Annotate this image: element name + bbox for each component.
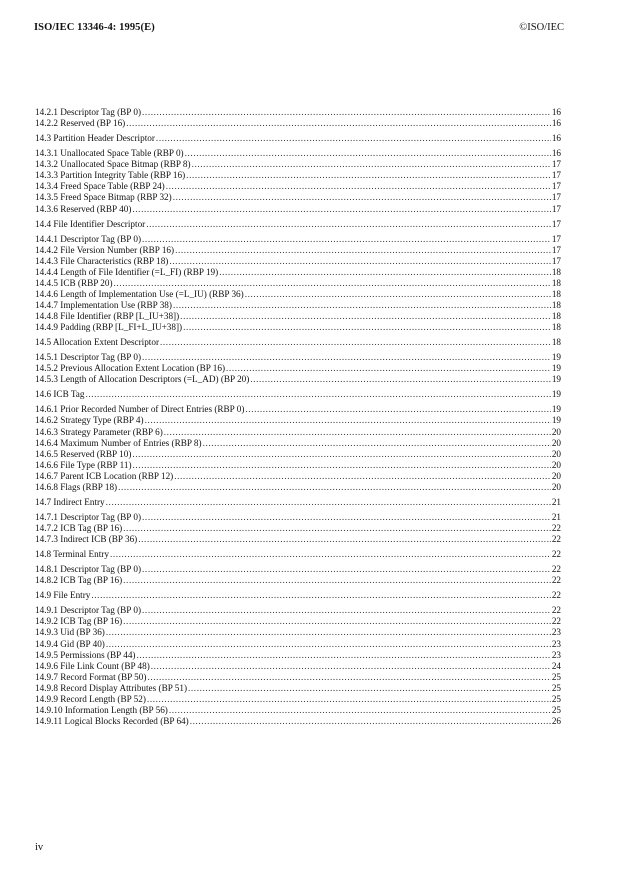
toc-entry-page: 20 <box>551 470 561 481</box>
toc-entry-page: 17 <box>551 181 561 192</box>
toc-group <box>35 590 561 601</box>
toc-entry-title: 14.3.4 Freed Space Table (RBP 24) <box>35 181 165 192</box>
toc-dot-leader <box>142 234 551 245</box>
toc-entry[interactable] <box>35 605 561 616</box>
toc-group <box>35 219 561 230</box>
toc-entry[interactable] <box>35 204 561 215</box>
toc-entry-title: 14.4.9 Padding (RBP [L_FI+L_IU+38]) <box>35 322 183 333</box>
toc-entry[interactable] <box>35 289 561 300</box>
toc-dot-leader <box>138 534 551 545</box>
toc-dot-leader <box>133 460 551 471</box>
toc-entry-title: 14.7.3 Indirect ICB (BP 36) <box>35 534 138 545</box>
toc-entry[interactable] <box>35 300 561 311</box>
toc-entry[interactable] <box>35 549 561 560</box>
toc-dot-leader <box>160 337 551 348</box>
toc-dot-leader <box>183 322 551 333</box>
toc-dot-leader <box>186 170 551 181</box>
toc-entry[interactable] <box>35 512 561 523</box>
toc-dot-leader <box>226 363 551 374</box>
toc-group <box>35 389 561 400</box>
toc-entry[interactable] <box>35 497 561 508</box>
toc-entry-title: 14.7 Indirect Entry <box>35 497 105 508</box>
toc-dot-leader <box>173 300 551 311</box>
toc-entry-title: 14.6.4 Maximum Number of Entries (RBP 8) <box>35 437 202 448</box>
toc-group <box>35 107 561 129</box>
toc-entry[interactable] <box>35 449 561 460</box>
toc-entry-page: 22 <box>551 549 561 560</box>
toc-dot-leader <box>174 471 551 482</box>
toc-entry-title: 14.9.11 Logical Blocks Recorded (BP 64) <box>35 716 189 727</box>
toc-entry[interactable] <box>35 389 561 400</box>
toc-group <box>35 133 561 144</box>
toc-entry[interactable] <box>35 118 561 129</box>
toc-dot-leader <box>142 352 551 363</box>
toc-dot-leader <box>136 650 550 661</box>
toc-entry-page: 22 <box>551 534 561 545</box>
toc-dot-leader <box>164 427 551 438</box>
toc-entry-title: 14.4.1 Descriptor Tag (BP 0) <box>35 233 142 244</box>
toc-entry-page: 21 <box>551 497 561 508</box>
page-number: iv <box>35 842 44 853</box>
toc-entry-title: 14.6.2 Strategy Type (RBP 4) <box>35 415 144 426</box>
toc-dot-leader <box>106 497 551 508</box>
toc-entry[interactable] <box>35 107 561 118</box>
toc-entry[interactable] <box>35 363 561 374</box>
toc-entry[interactable] <box>35 219 561 230</box>
toc-dot-leader <box>156 133 551 144</box>
toc-dot-leader <box>123 575 551 586</box>
toc-entry-page: 26 <box>551 716 561 727</box>
toc-entry[interactable] <box>35 564 561 575</box>
toc-entry-page: 19 <box>551 352 561 363</box>
toc-entry-title: 14.4.3 File Characteristics (RBP 18) <box>35 255 169 266</box>
toc-entry[interactable] <box>35 590 561 601</box>
toc-entry-title: 14.9.1 Descriptor Tag (BP 0) <box>35 605 142 616</box>
toc-entry-page: 17 <box>551 203 561 214</box>
toc-dot-leader <box>245 404 550 415</box>
toc-dot-leader <box>118 482 551 493</box>
toc-dot-leader <box>203 438 551 449</box>
toc-dot-leader <box>106 639 551 650</box>
toc-dot-leader <box>142 605 551 616</box>
toc-entry[interactable] <box>35 322 561 333</box>
toc-dot-leader <box>85 389 550 400</box>
toc-dot-leader <box>142 107 551 118</box>
toc-dot-leader <box>192 159 551 170</box>
toc-entry[interactable] <box>35 278 561 289</box>
toc-entry-title: 14.9.4 Gid (BP 40) <box>35 638 105 649</box>
toc-entry-title: 14.8.1 Descriptor Tag (BP 0) <box>35 564 142 575</box>
toc-dot-leader <box>173 192 551 203</box>
toc-entry-page: 22 <box>551 590 561 601</box>
toc-entry[interactable] <box>35 267 561 278</box>
toc-entry[interactable] <box>35 415 561 426</box>
toc-dot-leader <box>110 549 551 560</box>
toc-entry-title: 14.4.6 Length of Implementation Use (=L_IU) (RBP 36) <box>35 288 244 299</box>
toc-entry-title: 14.5.1 Descriptor Tag (BP 0) <box>35 352 142 363</box>
toc-entry[interactable] <box>35 683 561 694</box>
toc-dot-leader <box>175 245 551 256</box>
toc-entry-page: 19 <box>551 363 561 374</box>
toc-dot-leader <box>219 267 551 278</box>
toc-entry[interactable] <box>35 616 561 627</box>
toc-dot-leader <box>245 289 551 300</box>
toc-entry-title: 14.7.2 ICB Tag (BP 16) <box>35 523 123 534</box>
toc-entry-title: 14.3.3 Partition Integrity Table (RBP 16) <box>35 170 186 181</box>
toc-entry[interactable] <box>35 256 561 267</box>
toc-entry[interactable] <box>35 460 561 471</box>
toc-dot-leader <box>169 705 551 716</box>
toc-entry[interactable] <box>35 575 561 586</box>
toc-entry-title: 14.9 File Entry <box>35 590 91 601</box>
toc-entry-title: 14.9.3 Uid (BP 36) <box>35 627 105 638</box>
toc-entry-title: 14.9.8 Record Display Attributes (BP 51) <box>35 682 188 693</box>
toc-entry[interactable] <box>35 245 561 256</box>
header-copyright: ©ISO/IEC <box>519 22 564 33</box>
toc-entry-page: 18 <box>551 337 561 348</box>
toc-entry-title: 14.8 Terminal Entry <box>35 549 109 560</box>
toc-entry[interactable] <box>35 661 561 672</box>
toc-entry-page: 16 <box>551 118 561 129</box>
toc-entry[interactable] <box>35 159 561 170</box>
toc-entry-title: 14.4.5 ICB (RBP 20) <box>35 277 113 288</box>
toc-entry[interactable] <box>35 170 561 181</box>
toc-entry[interactable] <box>35 148 561 159</box>
toc-dot-leader <box>126 118 551 129</box>
toc-entry-page: 17 <box>551 255 561 266</box>
toc-entry[interactable] <box>35 133 561 144</box>
toc-entry-page: 20 <box>551 437 561 448</box>
toc-entry[interactable] <box>35 639 561 650</box>
toc-entry-page: 18 <box>551 322 561 333</box>
toc-entry-page: 23 <box>551 649 561 660</box>
toc-group <box>35 352 561 385</box>
toc-entry-page: 23 <box>551 638 561 649</box>
toc-dot-leader <box>132 449 550 460</box>
toc-entry-page: 20 <box>551 426 561 437</box>
toc-entry-page: 17 <box>551 192 561 203</box>
toc-dot-leader <box>146 219 551 230</box>
toc-entry-page: 25 <box>551 693 561 704</box>
toc-dot-leader <box>114 278 551 289</box>
toc-entry-page: 20 <box>551 448 561 459</box>
toc-entry-title: 14.6.1 Prior Recorded Number of Direct Entries (RBP 0) <box>35 404 245 415</box>
toc-group <box>35 404 561 493</box>
toc-dot-leader <box>123 616 551 627</box>
toc-dot-leader <box>123 523 551 534</box>
toc-entry-page: 16 <box>551 148 561 159</box>
toc-entry-page: 18 <box>551 266 561 277</box>
toc-entry-page: 22 <box>551 616 561 627</box>
toc-entry-page: 16 <box>551 107 561 117</box>
toc-entry-page: 19 <box>551 415 561 426</box>
toc-entry-page: 17 <box>551 170 561 181</box>
header-document-id: ISO/IEC 13346-4: 1995(E) <box>34 22 155 33</box>
toc-entry-page: 19 <box>551 404 561 415</box>
toc-dot-leader <box>147 672 550 683</box>
toc-entry-page: 18 <box>551 300 561 311</box>
toc-entry-title: 14.3.6 Reserved (RBP 40) <box>35 203 132 214</box>
toc-entry-page: 23 <box>551 627 561 638</box>
toc-dot-leader <box>91 590 550 601</box>
toc-entry-title: 14.3.1 Unallocated Space Table (RBP 0) <box>35 148 184 159</box>
toc-entry[interactable] <box>35 705 561 716</box>
toc-group <box>35 148 561 215</box>
toc-entry[interactable] <box>35 482 561 493</box>
toc-entry-title: 14.5.3 Length of Allocation Descriptors (=L_AD) (BP 20) <box>35 374 250 385</box>
toc-dot-leader <box>147 694 551 705</box>
toc-dot-leader <box>151 661 551 672</box>
toc-entry-page: 21 <box>551 512 561 522</box>
toc-dot-leader <box>106 627 551 638</box>
toc-entry-title: 14.6.7 Parent ICB Location (RBP 12) <box>35 470 174 481</box>
toc-entry-title: 14.3.5 Freed Space Bitmap (RBP 32) <box>35 192 172 203</box>
toc-entry[interactable] <box>35 311 561 322</box>
toc-entry[interactable] <box>35 427 561 438</box>
toc-entry[interactable] <box>35 438 561 449</box>
toc-entry-page: 22 <box>551 564 561 575</box>
toc-entry[interactable] <box>35 192 561 203</box>
toc-entry-title: 14.9.6 File Link Count (BP 48) <box>35 660 150 671</box>
toc-entry-page: 25 <box>551 682 561 693</box>
toc-entry[interactable] <box>35 337 561 348</box>
toc-group <box>35 497 561 508</box>
toc-dot-leader <box>185 148 551 159</box>
toc-entry-title: 14.4 File Identifier Descriptor <box>35 218 146 229</box>
toc-entry-page: 22 <box>551 575 561 586</box>
table-of-contents <box>35 107 561 731</box>
toc-entry-title: 14.2.2 Reserved (BP 16) <box>35 118 126 129</box>
toc-entry-page: 20 <box>551 482 561 493</box>
toc-entry-page: 22 <box>551 523 561 534</box>
toc-entry[interactable] <box>35 694 561 705</box>
toc-entry[interactable] <box>35 716 561 727</box>
toc-dot-leader <box>190 716 551 727</box>
toc-entry-page: 18 <box>551 277 561 288</box>
toc-entry[interactable] <box>35 352 561 363</box>
toc-dot-leader <box>169 256 550 267</box>
toc-entry[interactable] <box>35 627 561 638</box>
toc-entry-title: 14.4.8 File Identifier (RBP [L_IU+38]) <box>35 311 180 322</box>
toc-entry-page: 20 <box>551 459 561 470</box>
toc-dot-leader <box>132 204 550 215</box>
toc-entry-title: 14.9.7 Record Format (BP 50) <box>35 671 147 682</box>
toc-entry[interactable] <box>35 374 561 385</box>
toc-entry-page: 18 <box>551 311 561 322</box>
toc-entry-title: 14.4.7 Implementation Use (RBP 38) <box>35 300 172 311</box>
toc-entry-title: 14.3 Partition Header Descriptor <box>35 133 155 144</box>
toc-dot-leader <box>142 512 551 523</box>
toc-entry-page: 18 <box>551 288 561 299</box>
toc-entry-title: 14.9.9 Record Length (BP 52) <box>35 693 146 704</box>
toc-entry-page: 25 <box>551 671 561 682</box>
toc-group <box>35 605 561 727</box>
toc-dot-leader <box>142 564 551 575</box>
toc-dot-leader <box>250 374 550 385</box>
toc-group <box>35 512 561 545</box>
toc-entry-page: 16 <box>551 133 561 144</box>
toc-entry[interactable] <box>35 650 561 661</box>
toc-entry-title: 14.9.5 Permissions (BP 44) <box>35 649 136 660</box>
toc-dot-leader <box>180 311 551 322</box>
toc-group <box>35 549 561 560</box>
toc-entry[interactable] <box>35 534 561 545</box>
toc-entry-title: 14.2.1 Descriptor Tag (BP 0) <box>35 107 142 117</box>
toc-entry-page: 17 <box>551 233 561 244</box>
toc-entry[interactable] <box>35 523 561 534</box>
toc-entry-title: 14.9.2 ICB Tag (BP 16) <box>35 616 123 627</box>
toc-entry-title: 14.7.1 Descriptor Tag (BP 0) <box>35 512 142 522</box>
toc-entry-title: 14.3.2 Unallocated Space Bitmap (RBP 8) <box>35 159 191 170</box>
toc-entry-page: 19 <box>551 389 561 400</box>
toc-entry[interactable] <box>35 234 561 245</box>
toc-entry-title: 14.8.2 ICB Tag (BP 16) <box>35 575 123 586</box>
toc-entry[interactable] <box>35 471 561 482</box>
toc-entry-page: 17 <box>551 159 561 170</box>
toc-entry-title: 14.6.6 File Type (RBP 11) <box>35 459 132 470</box>
toc-entry-title: 14.4.4 Length of File Identifier (=L_FI) (RBP 19) <box>35 266 219 277</box>
toc-entry[interactable] <box>35 672 561 683</box>
toc-entry-title: 14.6.8 Flags (RBP 18) <box>35 482 118 493</box>
toc-entry[interactable] <box>35 404 561 415</box>
toc-entry-title: 14.6 ICB Tag <box>35 389 85 400</box>
toc-entry-title: 14.5 Allocation Extent Descriptor <box>35 337 160 348</box>
toc-group <box>35 337 561 348</box>
toc-entry-title: 14.6.3 Strategy Parameter (RBP 6) <box>35 426 163 437</box>
toc-entry-title: 14.5.2 Previous Allocation Extent Location (BP 16) <box>35 363 226 374</box>
toc-entry-page: 22 <box>551 605 561 616</box>
toc-entry-title: 14.9.10 Information Length (BP 56) <box>35 705 168 716</box>
toc-entry[interactable] <box>35 181 561 192</box>
toc-dot-leader <box>166 181 551 192</box>
toc-dot-leader <box>145 415 551 426</box>
toc-group <box>35 234 561 334</box>
toc-entry-page: 17 <box>551 218 561 229</box>
toc-group <box>35 564 561 586</box>
toc-entry-page: 25 <box>551 705 561 716</box>
toc-entry-title: 14.6.5 Reserved (RBP 10) <box>35 448 132 459</box>
toc-entry-page: 19 <box>551 374 561 385</box>
toc-entry-page: 17 <box>551 244 561 255</box>
toc-entry-page: 24 <box>551 660 561 671</box>
toc-dot-leader <box>188 683 551 694</box>
toc-entry-title: 14.4.2 File Version Number (RBP 16) <box>35 244 175 255</box>
